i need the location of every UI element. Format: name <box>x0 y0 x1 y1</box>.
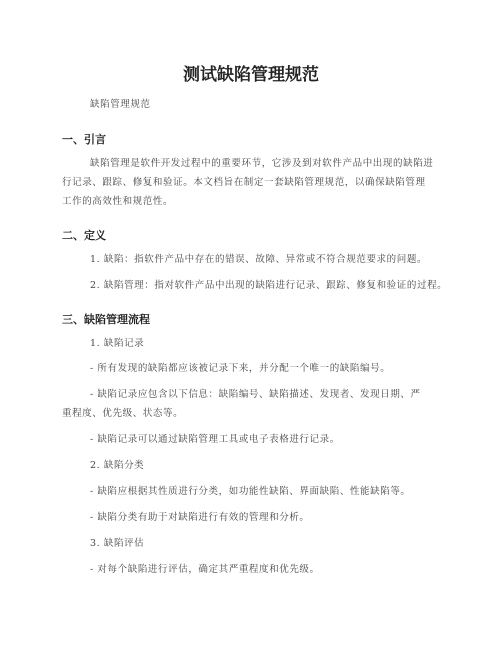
process-bullet: - 所有发现的缺陷都应该被记录下来，并分配一个唯一的缺陷编号。 <box>90 363 391 374</box>
doc-subtitle: 缺陷管理规范 <box>90 99 151 110</box>
definition-item-2: 2. 缺陷管理：指对软件产品中出现的缺陷进行记录、跟踪、修复和验证的过程。 <box>90 280 448 291</box>
process-bullet: - 缺陷应根据其性质进行分类，如功能性缺陷、界面缺陷、性能缺陷等。 <box>90 486 411 497</box>
process-bullet: - 缺陷分类有助于对缺陷进行有效的管理和分析。 <box>90 512 310 523</box>
process-bullet-cont: 重程度、优先级、状态等。 <box>62 408 184 419</box>
process-bullet: - 对每个缺陷进行评估，确定其严重程度和优先级。 <box>90 564 320 575</box>
intro-line-1: 缺陷管理是软件开发过程中的重要环节，它涉及到对软件产品中出现的缺陷进 <box>90 158 434 169</box>
intro-line-2: 行记录、跟踪、修复和验证。本文档旨在制定一套缺陷管理规范，以确保缺陷管理 <box>62 177 426 188</box>
intro-line-3: 工作的高效性和规范性。 <box>62 196 174 207</box>
section-heading-definitions: 二、定义 <box>62 229 106 242</box>
process-step-3: 3. 缺陷评估 <box>90 538 145 549</box>
process-step-1: 1. 缺陷记录 <box>90 338 145 349</box>
section-heading-intro: 一、引言 <box>62 133 106 146</box>
process-step-2: 2. 缺陷分类 <box>90 460 145 471</box>
definition-item-1: 1. 缺陷：指软件产品中存在的错误、故障、异常或不符合规范要求的问题。 <box>90 254 428 265</box>
section-heading-process: 三、缺陷管理流程 <box>62 313 150 326</box>
process-bullet: - 缺陷记录可以通过缺陷管理工具或电子表格进行记录。 <box>90 434 340 445</box>
process-bullet: - 缺陷记录应包含以下信息：缺陷编号、缺陷描述、发现者、发现日期、严 <box>90 389 421 400</box>
page-title: 测试缺陷管理规范 <box>183 65 319 85</box>
